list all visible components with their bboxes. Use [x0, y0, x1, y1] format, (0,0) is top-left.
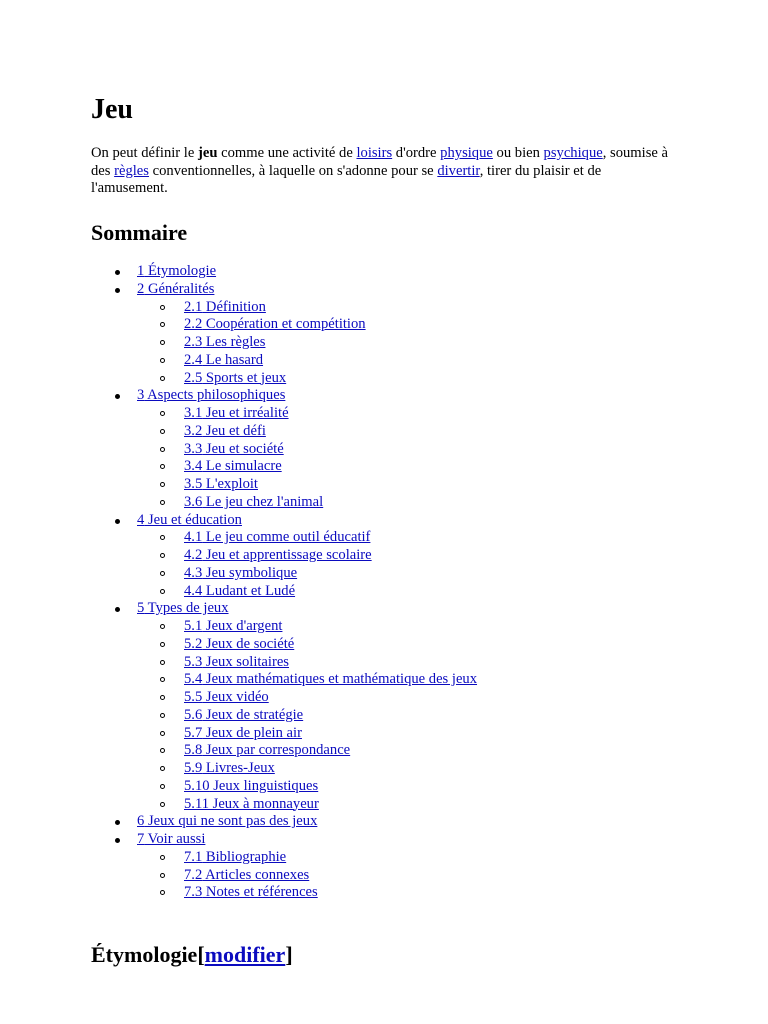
toc-heading: Sommaire	[91, 220, 188, 245]
toc-item	[91, 831, 691, 849]
toc-number: 2.5	[184, 369, 203, 386]
toc-label: Le simulacre	[202, 458, 282, 475]
intro-text: comme une activité de	[217, 145, 357, 161]
toc-link[interactable]	[184, 458, 282, 474]
toc-number: 7.2	[184, 866, 203, 883]
toc-item	[91, 529, 691, 547]
toc-link[interactable]	[137, 281, 214, 297]
intro-text: ou bien	[492, 145, 544, 161]
toc-item	[91, 671, 691, 689]
toc-item	[91, 476, 691, 494]
toc-link[interactable]	[184, 742, 350, 758]
link-physique[interactable]: physique	[440, 145, 493, 161]
toc-link[interactable]	[137, 600, 229, 616]
toc-label: Jeux de stratégie	[202, 706, 304, 723]
toc-item	[91, 725, 691, 743]
toc-link[interactable]	[184, 352, 263, 368]
toc-link[interactable]	[184, 316, 366, 332]
toc-item	[91, 299, 691, 317]
toc-number: 7.3	[184, 884, 203, 901]
toc-link[interactable]	[184, 405, 289, 421]
toc-link[interactable]	[184, 671, 477, 687]
toc-link[interactable]	[184, 476, 258, 492]
toc-link[interactable]	[137, 263, 216, 279]
toc-item	[91, 742, 691, 760]
toc-label: Étymologie	[144, 263, 217, 279]
toc-number: 5.6	[184, 706, 203, 723]
link-psychique[interactable]: psychique	[543, 145, 603, 161]
toc-link[interactable]	[184, 654, 289, 670]
toc-item	[91, 370, 691, 388]
toc-link[interactable]	[184, 583, 295, 599]
toc-item	[91, 352, 691, 370]
toc-label: Jeux de société	[202, 635, 295, 652]
toc-item	[91, 512, 691, 530]
toc-number: 5.5	[184, 689, 203, 705]
toc-label: Jeu et société	[202, 440, 284, 457]
section-title: Étymologie	[91, 942, 198, 967]
toc-number: 2.3	[184, 334, 203, 350]
toc-item	[91, 547, 691, 565]
toc-link[interactable]	[184, 636, 294, 652]
toc-item	[91, 884, 691, 902]
table-of-contents	[91, 263, 691, 902]
toc-label: Définition	[202, 298, 266, 315]
toc-number: 1	[137, 263, 145, 279]
toc-item	[91, 813, 691, 831]
toc-number: 3.3	[184, 440, 203, 457]
toc-label: Jeu et irréalité	[202, 405, 289, 421]
toc-link[interactable]	[137, 831, 205, 847]
toc-link[interactable]	[184, 778, 318, 794]
toc-link[interactable]	[184, 299, 266, 315]
toc-label: Le hasard	[202, 351, 264, 368]
toc-item	[91, 494, 691, 512]
toc-number: 6	[137, 813, 145, 830]
link-loisirs[interactable]: loisirs	[356, 145, 393, 161]
toc-link[interactable]	[184, 618, 282, 634]
toc-item	[91, 778, 691, 796]
toc-label: Le jeu chez l'animal	[202, 493, 324, 510]
toc-label: Sports et jeux	[202, 369, 287, 386]
toc-number: 4.1	[184, 529, 203, 546]
toc-item	[91, 654, 691, 672]
toc-number: 5.7	[184, 724, 203, 741]
toc-label: Jeux solitaires	[202, 653, 289, 670]
toc-item	[91, 760, 691, 778]
page-title: Jeu	[91, 94, 133, 125]
toc-number: 4	[137, 511, 145, 528]
link-regles[interactable]: règles	[114, 162, 149, 179]
toc-link[interactable]	[184, 707, 303, 723]
link-divertir[interactable]: divertir	[437, 162, 480, 179]
toc-label: Jeu symbolique	[202, 564, 298, 581]
intro-text: conventionnelles, à laquelle on s'adonne pour se	[148, 162, 438, 179]
toc-label: Livres-Jeux	[202, 760, 275, 776]
toc-item	[91, 441, 691, 459]
toc-label: Jeu et apprentissage scolaire	[202, 547, 372, 563]
toc-link[interactable]	[137, 512, 242, 528]
toc-item	[91, 636, 691, 654]
toc-number: 5.10	[184, 777, 210, 794]
toc-number: 4.3	[184, 564, 203, 581]
toc-label: Généralités	[144, 280, 215, 297]
toc-item	[91, 405, 691, 423]
edit-bracket-close: ]	[285, 942, 293, 967]
toc-item	[91, 796, 691, 814]
toc-label: Les règles	[202, 334, 266, 350]
toc-link[interactable]	[184, 796, 319, 812]
toc-number: 2.4	[184, 351, 203, 368]
edit-bracket-open: [	[197, 942, 205, 967]
edit-section-link[interactable]: modifier	[204, 942, 286, 967]
toc-item	[91, 565, 691, 583]
intro-text: , tirer du plaisir et de l'amusement.	[91, 162, 602, 196]
toc-number: 5.2	[184, 635, 203, 652]
toc-number: 5	[137, 600, 145, 617]
toc-link[interactable]	[184, 565, 297, 581]
toc-number: 5.1	[184, 618, 203, 634]
toc-label: Notes et références	[202, 884, 318, 901]
toc-label: Jeux de plein air	[202, 724, 302, 741]
toc-label: Jeux qui ne sont pas des jeux	[144, 813, 318, 830]
toc-item	[91, 707, 691, 725]
toc-item	[91, 458, 691, 476]
toc-label: Le jeu comme outil éducatif	[202, 529, 371, 546]
toc-number: 3.4	[184, 458, 203, 475]
toc-number: 2.1	[184, 298, 203, 315]
toc-item	[91, 867, 691, 885]
intro-paragraph	[91, 145, 681, 198]
section-heading-etymologie	[91, 940, 293, 970]
toc-label: Jeux linguistiques	[209, 777, 319, 794]
toc-number: 3.1	[184, 405, 203, 421]
toc-label: Types de jeux	[144, 600, 229, 617]
toc-item	[91, 387, 691, 405]
toc-label: Articles connexes	[202, 866, 310, 883]
toc-link[interactable]	[184, 849, 286, 865]
toc-label: Jeux vidéo	[202, 689, 269, 705]
toc-item	[91, 423, 691, 441]
toc-label: Jeux à monnayeur	[209, 795, 319, 812]
toc-label: Jeux d'argent	[202, 618, 283, 634]
toc-number: 3.6	[184, 493, 203, 510]
toc-label: Voir aussi	[144, 831, 206, 847]
toc-label: Bibliographie	[202, 848, 287, 865]
toc-number: 2	[137, 280, 145, 297]
toc-link[interactable]	[184, 884, 318, 900]
toc-number: 4.4	[184, 582, 203, 599]
toc-label: L'exploit	[202, 476, 258, 492]
intro-text: On peut définir le	[91, 145, 198, 161]
toc-item	[91, 849, 691, 867]
toc-label: Jeu et défi	[202, 422, 266, 439]
toc-item	[91, 689, 691, 707]
toc-number: 7.1	[184, 848, 203, 865]
toc-number: 5.9	[184, 760, 203, 776]
toc-link[interactable]	[184, 529, 370, 545]
toc-link[interactable]	[184, 867, 309, 883]
toc-link[interactable]	[184, 547, 372, 563]
toc-link[interactable]	[184, 760, 275, 776]
toc-number: 5.3	[184, 653, 203, 670]
toc-number: 7	[137, 831, 145, 847]
toc-link[interactable]	[137, 387, 285, 403]
toc-link[interactable]	[184, 370, 286, 386]
toc-link[interactable]	[137, 813, 317, 829]
toc-item	[91, 618, 691, 636]
toc-item	[91, 263, 691, 281]
toc-link[interactable]	[184, 689, 269, 705]
toc-number: 3.5	[184, 476, 203, 492]
toc-number: 4.2	[184, 547, 203, 563]
toc-number: 3	[137, 387, 145, 404]
toc-number: 5.4	[184, 671, 203, 688]
toc-label: Ludant et Ludé	[202, 582, 296, 599]
toc-label: Aspects philosophiques	[144, 387, 286, 404]
toc-number: 5.8	[184, 742, 203, 759]
intro-bold-term: jeu	[198, 145, 218, 161]
toc-link[interactable]	[184, 423, 266, 439]
toc-link[interactable]	[184, 334, 265, 350]
toc-item	[91, 583, 691, 601]
intro-text: , soumise à des	[91, 145, 668, 179]
toc-label: Jeu et éducation	[144, 511, 242, 528]
toc-number: 5.11	[184, 795, 209, 812]
toc-number: 3.2	[184, 422, 203, 439]
toc-label: Coopération et compétition	[202, 316, 366, 333]
intro-text: d'ordre	[392, 145, 441, 161]
toc-link[interactable]	[184, 494, 323, 510]
toc-label: Jeux mathématiques et mathématique des jeux	[202, 671, 478, 688]
toc-link[interactable]	[184, 725, 302, 741]
toc-item	[91, 334, 691, 352]
toc-link[interactable]	[184, 441, 284, 457]
toc-label: Jeux par correspondance	[202, 742, 351, 759]
toc-item	[91, 281, 691, 299]
toc-item	[91, 316, 691, 334]
toc-number: 2.2	[184, 316, 203, 333]
toc-item	[91, 600, 691, 618]
